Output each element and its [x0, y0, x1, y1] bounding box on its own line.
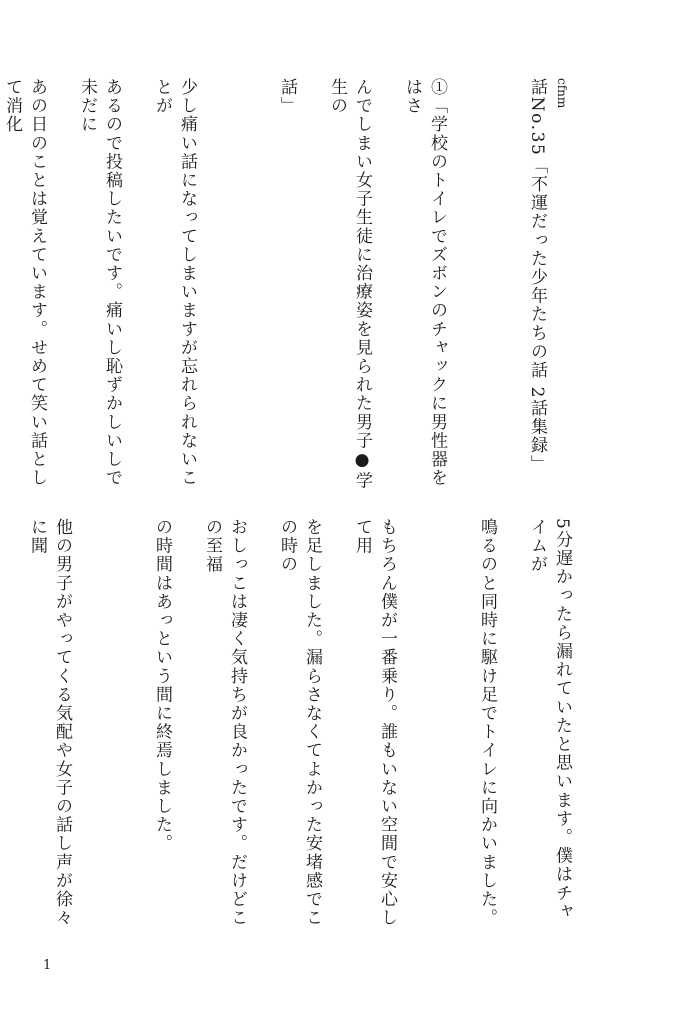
relief-line-4: の時間はあっという間に終焉しました。 [152, 518, 172, 853]
document-header [524, 78, 574, 498]
story-title-line-2: んでしまい女子生徒に治療姿を見られた男子●学生の [327, 78, 372, 491]
header-title: 話No.35「不運だった少年たちの話 2話集録」 [527, 78, 547, 474]
continue-line-2: 鳴るのと同時に駆け足でトイレに向かいました。 [477, 518, 497, 928]
spacer [474, 78, 499, 498]
relief-line-2: を足しました。漏らさなくてよかった安堵感でこの時の [277, 518, 322, 928]
intro-line-2: あるので投稿したいです。痛いし恥ずかしいしで未だに [77, 78, 122, 488]
relief-line-3: おしっこは凄く気持ちが良かったです。だけどこの至福 [202, 518, 247, 928]
story-title-line-1: ①「学校のトイレでズボンのチャックに男性器をはさ [402, 78, 447, 488]
upper-text-band [2, 78, 599, 498]
page-number: 1 [43, 958, 52, 973]
lower-text-band [27, 518, 599, 938]
story-title-line-3: 話」 [277, 78, 297, 116]
spacer [99, 518, 124, 938]
spacer [424, 518, 449, 938]
relief-line-1: もちろん僕が一番乗り。誰もいない空間で安心して用 [352, 518, 397, 928]
spacer [224, 78, 249, 498]
intro-line-3: あの日のことは覚えています。せめて笑い話として消化 [2, 78, 47, 488]
intro-line-1: 少し痛い話になってしまいますが忘れられないことが [152, 78, 197, 488]
continue-line-1: 5分遅かったら漏れていたと思います。僕はチャイムが [527, 518, 572, 922]
header-label: cfnm [555, 78, 569, 109]
school-line-1: 他の男子がやってくる気配や女子の話し声が徐々に聞 [27, 518, 72, 928]
